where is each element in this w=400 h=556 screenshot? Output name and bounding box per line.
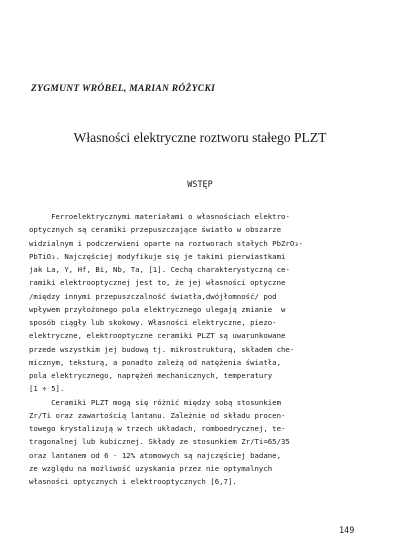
text-line: Zr/Ti oraz zawartością lantanu. Zależnie od składu procen- [29, 410, 286, 420]
text-line: elektryczne, elektrooptyczne ceramiki PLZT są uwarunkowane [29, 331, 286, 341]
text-line: wpływem przyłożonego pola elektrycznego ulegają zmianie w [29, 304, 286, 314]
text-line: ramiki elektrooptycznej jest to, że jej własności optyczne [29, 278, 286, 288]
text-line: oraz lantanem od 6 - 12% atomowych są najczęściej badane, [29, 450, 282, 460]
page-number: 149 [339, 526, 355, 536]
text-line: optycznych są ceramiki przepuszczające światło w obszarze [29, 225, 282, 235]
text-line: Ferroelektrycznymi materiałami o własnościach elektro- [29, 212, 290, 221]
text-line: /między innymi przepuszczalność światła,dwójłomność/ pod [29, 291, 277, 301]
text-line: pola elektrycznego, naprężeń mechanicznych, temperatury [29, 371, 273, 380]
paragraph-1 [29, 210, 379, 396]
text-line: towego krystalizują w trzech układach, romboedrycznej, te- [29, 424, 286, 433]
authors: ZYGMUNT WRÓBEL, MARIAN RÓŻYCKI [31, 84, 216, 94]
paragraph-2 [29, 396, 379, 489]
text-line: PbTiO₃. Najczęściej modyfikuje się je takimi pierwiastkami [29, 251, 286, 261]
section-heading: WSTĘP [187, 180, 213, 190]
text-line: widzialnym i podczerwieni oparte na roztworach stałych PbZrO₃- [29, 238, 304, 248]
text-line: własności optycznych i elektrooptycznych [6,7]. [29, 477, 237, 486]
text-line: micznym, teksturą, a ponadto zależą od natężenia światła, [29, 357, 282, 367]
article-body [29, 210, 379, 488]
text-line: sposób ciągły lub skokowy. Własności elektryczne, piezo- [29, 318, 277, 327]
text-line: ze względu na możliwość uzyskania przez nie optymalnych [29, 463, 273, 473]
text-line: tragonalnej lub kubicznej. Składy ze stosunkiem Zr/Ti=65/35 [29, 437, 290, 447]
text-line: przede wszystkim jej budową tj. mikrostrukturą, składem che- [29, 344, 295, 354]
text-line: [1 ÷ 5]. [29, 384, 65, 394]
text-line: jak La, Y, Hf, Bi, Nb, Ta, [1]. Cechą charakterystyczną ce- [29, 265, 290, 274]
article-title: Własności elektryczne roztworu stałego PLZT [73, 130, 327, 145]
text-line: Ceramiki PLZT mogą się różnić między sobą stosunkiem [29, 397, 282, 407]
